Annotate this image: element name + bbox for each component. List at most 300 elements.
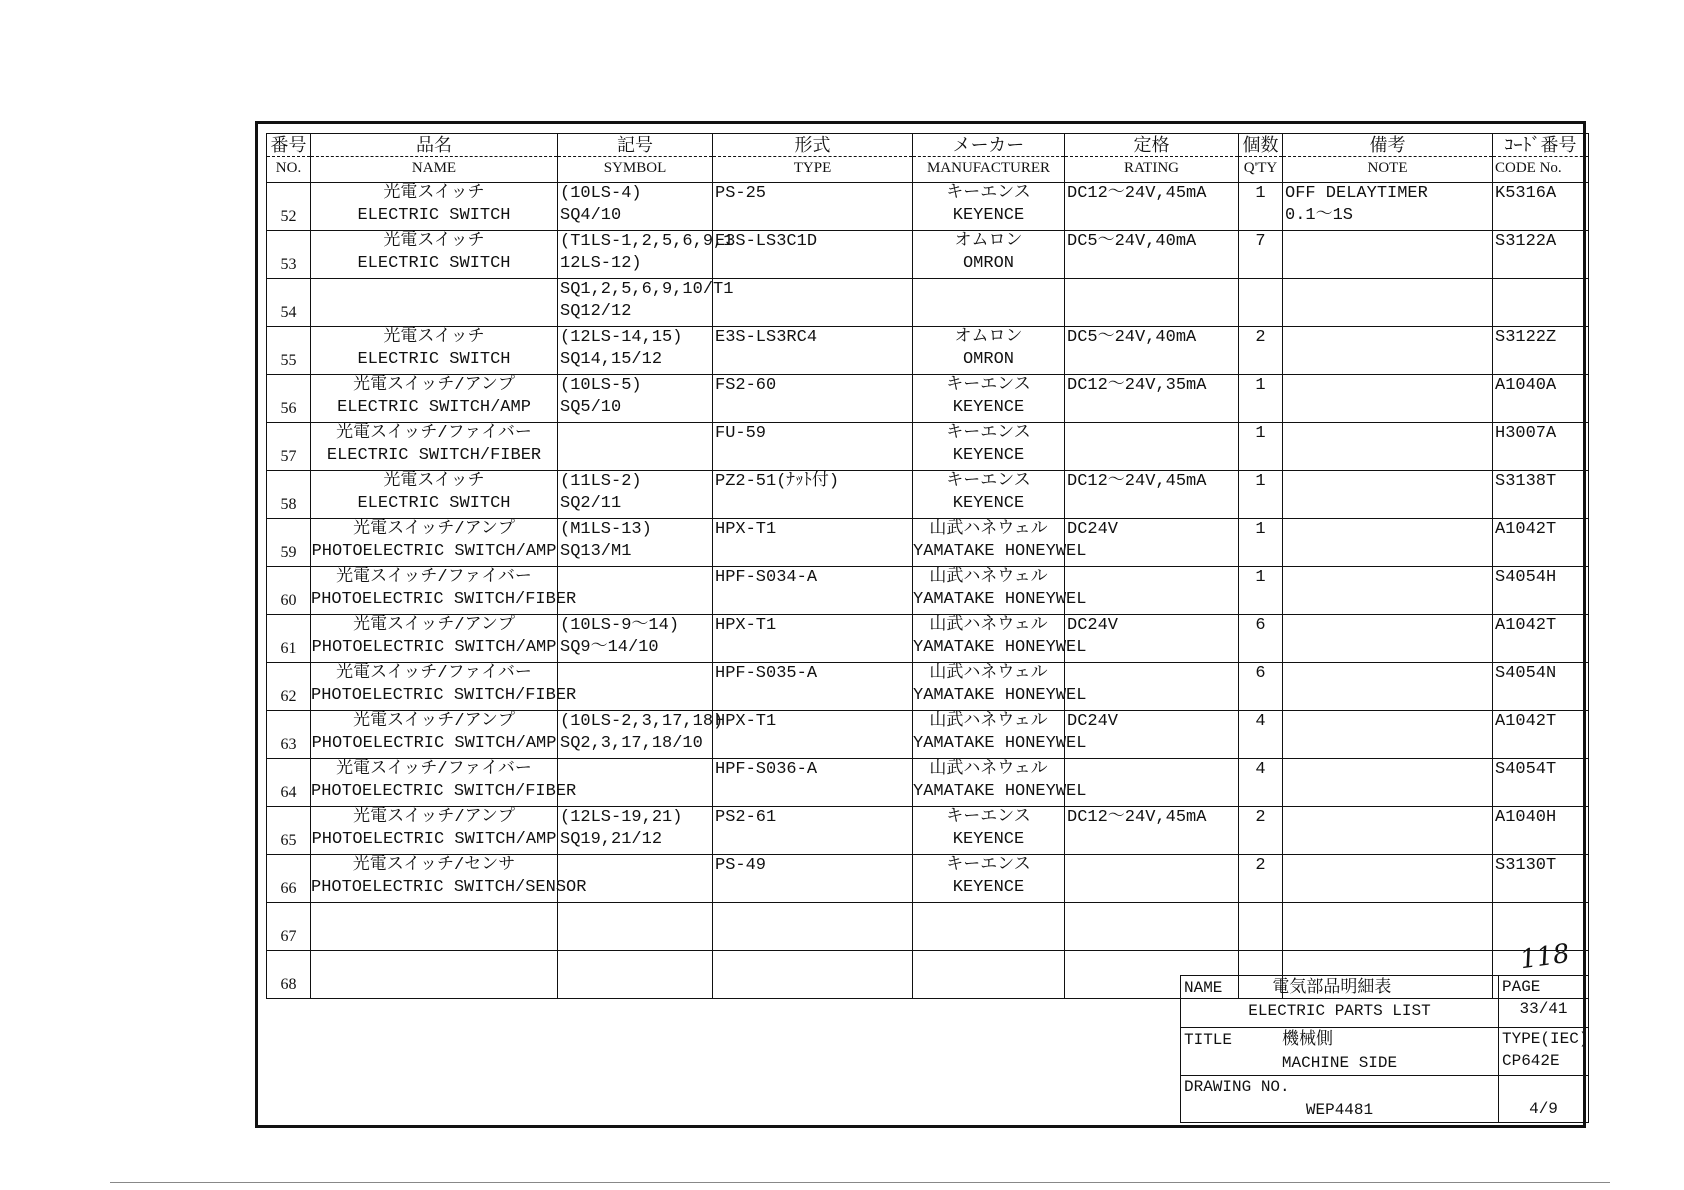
cell-name-name-en: PHOTOELECTRIC SWITCH/AMP: [311, 830, 557, 849]
cell-manufacturer-mfr-en: YAMATAKE HONEYWEL: [913, 638, 1087, 657]
title-block: [1180, 975, 1589, 1123]
cell-rating: [1065, 375, 1239, 423]
cell-qty-qty: 2: [1255, 856, 1266, 875]
cell-symbol: [558, 711, 724, 759]
cell-symbol: [558, 759, 713, 807]
cell-symbol: [558, 327, 713, 375]
cell-note: [1283, 327, 1493, 375]
cell-no-no: 67: [280, 928, 297, 945]
cell-manufacturer-mfr-en: YAMATAKE HONEYWEL: [913, 686, 1087, 705]
cell-manufacturer: [913, 327, 1065, 375]
cell-code-code: A1040A: [1495, 376, 1557, 395]
cell-symbol: [558, 519, 713, 567]
cell-symbol-sym2: SQ13/M1: [560, 542, 632, 561]
title-block-title-cell: [1181, 1028, 1499, 1076]
cell-name-name-jp: 光電スイッチ/ファイバー: [336, 664, 532, 683]
cell-symbol-sym1: (M1LS-13): [560, 520, 652, 539]
cell-manufacturer-mfr-jp: オムロン: [954, 232, 1023, 251]
cell-type-type: HPF-S035-A: [715, 664, 818, 683]
cell-name: [311, 327, 558, 375]
cell-type-type: PZ2-51(ﾅｯﾄ付): [715, 472, 840, 491]
cell-name: [311, 663, 577, 711]
cell-rating-rating: DC24V: [1067, 712, 1119, 731]
cell-no-no: 56: [280, 400, 297, 417]
table-row: [267, 807, 1589, 855]
header-type: [713, 134, 913, 183]
cell-no-no: 53: [280, 256, 297, 273]
cell-no: [267, 423, 311, 471]
header-manufacturer: [913, 134, 1065, 183]
cell-type-type: HPX-T1: [715, 712, 777, 731]
cell-no: [267, 471, 311, 519]
cell-name-name-en: ELECTRIC SWITCH: [357, 494, 511, 513]
cell-no-no: 63: [280, 736, 297, 753]
page-label: PAGE: [1502, 978, 1541, 996]
cell-rating-rating: DC12～24V,45mA: [1067, 184, 1207, 203]
title-en: MACHINE SIDE: [1281, 1054, 1398, 1072]
cell-manufacturer-mfr-en: OMRON: [962, 254, 1014, 273]
cell-qty: [1239, 183, 1283, 231]
cell-type-type: PS2-61: [715, 808, 777, 827]
cell-qty: [1239, 375, 1283, 423]
cell-note-note2: 0.1～1S: [1285, 206, 1354, 225]
cell-type: [713, 279, 913, 327]
cell-name-name-jp: 光電スイッチ/センサ: [352, 856, 516, 875]
cell-name-name-jp: 光電スイッチ/ファイバー: [336, 760, 532, 779]
cell-symbol-sym1: (10LS-5): [560, 376, 642, 395]
cell-symbol-sym2: SQ19,21/12: [560, 830, 663, 849]
cell-manufacturer: [913, 231, 1065, 279]
cell-qty-qty: 1: [1255, 568, 1266, 587]
cell-manufacturer: [913, 423, 1065, 471]
cell-type-type: PS-25: [715, 184, 767, 203]
cell-name-name-en: PHOTOELECTRIC SWITCH/SENSOR: [311, 878, 587, 897]
title-label: TITLE: [1184, 1031, 1233, 1049]
name-en: ELECTRIC PARTS LIST: [1248, 1002, 1431, 1020]
cell-symbol: [558, 951, 713, 999]
header-no-en: NO.: [275, 160, 302, 176]
parts-table: [266, 133, 1589, 999]
cell-rating-rating: DC5～24V,40mA: [1067, 232, 1197, 251]
cell-qty: [1239, 279, 1283, 327]
cell-no: [267, 567, 311, 615]
cell-note: [1283, 615, 1493, 663]
cell-qty-qty: 6: [1255, 664, 1266, 683]
cell-name-name-jp: 光電スイッチ/アンプ: [353, 520, 515, 539]
cell-type: [713, 711, 913, 759]
cell-manufacturer: [913, 183, 1065, 231]
cell-no-no: 64: [280, 784, 297, 801]
table-row: [267, 327, 1589, 375]
cell-name: [311, 807, 558, 855]
cell-manufacturer-mfr-en: OMRON: [962, 350, 1014, 369]
cell-symbol-sym1: (10LS-2,3,17,18): [560, 712, 724, 731]
cell-qty: [1239, 231, 1283, 279]
cell-qty: [1239, 327, 1283, 375]
cell-manufacturer-mfr-jp: 山武ハネウェル: [929, 712, 1048, 731]
header-code: [1493, 134, 1589, 183]
cell-manufacturer-mfr-en: YAMATAKE HONEYWEL: [913, 542, 1087, 561]
title-jp: 機械側: [1282, 1029, 1334, 1049]
cell-code-code: A1040H: [1495, 808, 1557, 827]
cell-symbol-sym2: SQ9～14/10: [560, 638, 659, 657]
cell-no-no: 62: [280, 688, 297, 705]
cell-symbol-sym2: SQ4/10: [560, 206, 622, 225]
title-block-page-cell: [1499, 976, 1589, 1028]
cell-manufacturer: [913, 903, 1065, 951]
cell-rating: [1065, 231, 1239, 279]
cell-qty-qty: 2: [1255, 808, 1266, 827]
table-row: [267, 711, 1589, 759]
cell-code: [1493, 519, 1589, 567]
cell-type-type: PS-49: [715, 856, 767, 875]
table-row: [267, 471, 1589, 519]
header-code-jp: ｺｰﾄﾞ番号: [1493, 134, 1588, 157]
cell-name-name-en: PHOTOELECTRIC SWITCH/FIBER: [311, 782, 577, 801]
cell-manufacturer-mfr-jp: キーエンス: [946, 472, 1031, 491]
header-type-jp: 形式: [713, 134, 912, 157]
cell-rating: [1065, 567, 1239, 615]
drawing-value: WEP4481: [1305, 1101, 1374, 1119]
cell-symbol-sym2: SQ2/11: [560, 494, 622, 513]
cell-code-code: A1042T: [1495, 520, 1557, 539]
cell-name-name-jp: 光電スイッチ: [383, 232, 485, 251]
cell-manufacturer: [913, 663, 1087, 711]
cell-type-type: HPX-T1: [715, 520, 777, 539]
cell-symbol-sym1: (11LS-2): [560, 472, 642, 491]
cell-type-type: HPF-S036-A: [715, 760, 818, 779]
header-name-jp: 品名: [311, 134, 557, 157]
cell-symbol-sym1: SQ1,2,5,6,9,10/T1: [560, 280, 734, 299]
cell-no: [267, 951, 311, 999]
header-note-en: NOTE: [1367, 160, 1408, 176]
cell-name-name-jp: 光電スイッチ: [383, 184, 485, 203]
cell-rating: [1065, 183, 1239, 231]
type-label: TYPE(IEC): [1502, 1030, 1589, 1048]
cell-name-name-en: ELECTRIC SWITCH: [357, 254, 511, 273]
cell-manufacturer: [913, 615, 1087, 663]
cell-qty: [1239, 471, 1283, 519]
cell-rating: [1065, 423, 1239, 471]
name-label: NAME: [1184, 979, 1223, 997]
cell-manufacturer-mfr-jp: 山武ハネウェル: [929, 568, 1048, 587]
cell-name: [311, 231, 558, 279]
cell-manufacturer-mfr-en: YAMATAKE HONEYWEL: [913, 590, 1087, 609]
cell-manufacturer: [913, 711, 1087, 759]
cell-qty: [1239, 759, 1283, 807]
cell-no: [267, 231, 311, 279]
cell-name: [311, 183, 558, 231]
cell-manufacturer: [913, 279, 1065, 327]
cell-qty: [1239, 903, 1283, 951]
cell-qty-qty: 2: [1255, 328, 1266, 347]
header-name: [311, 134, 558, 183]
cell-no: [267, 759, 311, 807]
cell-name-name-jp: 光電スイッチ/アンプ: [353, 376, 515, 395]
header-manufacturer-en: MANUFACTURER: [926, 160, 1051, 176]
cell-name: [311, 903, 558, 951]
cell-code: [1493, 855, 1589, 903]
cell-name-name-en: ELECTRIC SWITCH/FIBER: [326, 446, 542, 465]
cell-manufacturer-mfr-jp: 山武ハネウェル: [929, 664, 1048, 683]
cell-name: [311, 711, 558, 759]
cell-name: [311, 855, 587, 903]
cell-type: [713, 327, 913, 375]
cell-code: [1493, 183, 1589, 231]
table-row: [267, 615, 1589, 663]
cell-type: [713, 951, 913, 999]
cell-type-type: FS2-60: [715, 376, 777, 395]
cell-code-code: S4054T: [1495, 760, 1557, 779]
cell-manufacturer-mfr-en: KEYENCE: [952, 494, 1025, 513]
cell-code: [1493, 423, 1589, 471]
cell-manufacturer: [913, 759, 1087, 807]
cell-symbol: [558, 903, 713, 951]
title-block-name-line: [1184, 976, 1495, 999]
header-row: [267, 134, 1589, 183]
cell-symbol: [558, 423, 713, 471]
header-code-en: CODE No.: [1495, 160, 1562, 176]
cell-rating-rating: DC12～24V,45mA: [1067, 808, 1207, 827]
cell-manufacturer-mfr-jp: 山武ハネウェル: [929, 616, 1048, 635]
cell-type: [713, 615, 913, 663]
cell-manufacturer-mfr-jp: キーエンス: [946, 808, 1031, 827]
cell-code: [1493, 759, 1589, 807]
cell-name: [311, 519, 558, 567]
cell-no: [267, 855, 311, 903]
cell-manufacturer-mfr-jp: オムロン: [954, 328, 1023, 347]
cell-code-code: H3007A: [1495, 424, 1557, 443]
cell-rating-rating: DC24V: [1067, 520, 1119, 539]
scan-edge-line: [110, 1182, 1610, 1183]
table-row: [267, 903, 1589, 951]
cell-type: [713, 375, 913, 423]
cell-symbol: [558, 567, 713, 615]
cell-symbol-sym1: (12LS-19,21): [560, 808, 683, 827]
cell-manufacturer-mfr-en: KEYENCE: [952, 830, 1025, 849]
cell-rating-rating: DC12～24V,35mA: [1067, 376, 1207, 395]
cell-rating: [1065, 615, 1239, 663]
header-rating-en: RATING: [1124, 160, 1179, 176]
cell-manufacturer-mfr-en: KEYENCE: [952, 206, 1025, 225]
cell-name-name-jp: 光電スイッチ/アンプ: [353, 712, 515, 731]
header-name-en: NAME: [411, 160, 457, 176]
cell-note: [1283, 711, 1493, 759]
header-no: [267, 134, 311, 183]
cell-manufacturer-mfr-en: YAMATAKE HONEYWEL: [913, 782, 1087, 801]
cell-rating: [1065, 759, 1239, 807]
cell-code: [1493, 615, 1589, 663]
cell-type-type: FU-59: [715, 424, 767, 443]
table-row: [267, 183, 1589, 231]
table-row: [267, 855, 1589, 903]
cell-code: [1493, 231, 1589, 279]
page-value: 33/41: [1519, 1000, 1568, 1018]
cell-symbol: [558, 183, 713, 231]
cell-no-no: 52: [280, 208, 297, 225]
cell-name-name-en: ELECTRIC SWITCH: [357, 350, 511, 369]
cell-no-no: 65: [280, 832, 297, 849]
cell-code-code: A1042T: [1495, 616, 1557, 635]
cell-manufacturer-mfr-jp: キーエンス: [946, 184, 1031, 203]
cell-name-name-jp: 光電スイッチ/アンプ: [353, 616, 515, 635]
cell-manufacturer: [913, 471, 1065, 519]
cell-type-type: E3S-LS3RC4: [715, 328, 818, 347]
cell-qty-qty: 4: [1255, 760, 1266, 779]
cell-no-no: 58: [280, 496, 297, 513]
cell-code-code: A1042T: [1495, 712, 1557, 731]
cell-type: [713, 183, 913, 231]
cell-no-no: 55: [280, 352, 297, 369]
cell-manufacturer-mfr-en: KEYENCE: [952, 878, 1025, 897]
cell-manufacturer: [913, 519, 1087, 567]
cell-symbol: [558, 615, 713, 663]
cell-manufacturer-mfr-en: KEYENCE: [952, 446, 1025, 465]
cell-code-code: S3122Z: [1495, 328, 1557, 347]
type-value: CP642E: [1502, 1052, 1560, 1070]
cell-symbol: [558, 663, 713, 711]
cell-type: [713, 231, 913, 279]
cell-code-code: S4054H: [1495, 568, 1557, 587]
cell-name-name-jp: 光電スイッチ: [383, 328, 485, 347]
cell-manufacturer-mfr-jp: キーエンス: [946, 376, 1031, 395]
cell-no: [267, 279, 311, 327]
header-note-jp: 備考: [1283, 134, 1492, 157]
cell-symbol: [558, 471, 713, 519]
drawing-label: DRAWING NO.: [1184, 1078, 1290, 1096]
header-qty: [1239, 134, 1283, 183]
cell-no: [267, 327, 311, 375]
cell-name-name-en: PHOTOELECTRIC SWITCH/AMP: [311, 734, 557, 753]
cell-qty: [1239, 519, 1283, 567]
cell-type-type: HPX-T1: [715, 616, 777, 635]
handwritten-page-note: 118: [1518, 938, 1572, 976]
cell-symbol-sym1: (T1LS-1,2,5,6,9,1: [560, 232, 734, 251]
cell-note: [1283, 855, 1493, 903]
header-note: [1283, 134, 1493, 183]
cell-symbol: [558, 279, 734, 327]
title-block-sheet-cell: [1499, 1076, 1589, 1123]
cell-no-no: 66: [280, 880, 297, 897]
title-block-type-cell: [1499, 1028, 1589, 1076]
cell-note: [1283, 471, 1493, 519]
cell-symbol: [558, 375, 713, 423]
table-row: [267, 759, 1589, 807]
table-row: [267, 231, 1589, 279]
cell-code: [1493, 279, 1589, 327]
table-row: [267, 279, 1589, 327]
cell-symbol-sym2: 12LS-12): [560, 254, 642, 273]
cell-rating: [1065, 855, 1239, 903]
cell-qty: [1239, 663, 1283, 711]
cell-type: [713, 423, 913, 471]
cell-manufacturer-mfr-jp: キーエンス: [946, 856, 1031, 875]
cell-no: [267, 711, 311, 759]
cell-qty-qty: 1: [1255, 472, 1266, 491]
cell-type: [713, 471, 913, 519]
cell-symbol-sym1: (12LS-14,15): [560, 328, 683, 347]
cell-code-code: K5316A: [1495, 184, 1557, 203]
table-row: [267, 375, 1589, 423]
cell-name-name-jp: 光電スイッチ/アンプ: [353, 808, 515, 827]
cell-qty: [1239, 807, 1283, 855]
cell-name: [311, 375, 558, 423]
cell-symbol-sym2: SQ12/12: [560, 302, 632, 321]
cell-symbol: [558, 231, 734, 279]
cell-no: [267, 615, 311, 663]
cell-no: [267, 519, 311, 567]
cell-no-no: 61: [280, 640, 297, 657]
cell-code: [1493, 807, 1589, 855]
cell-name-name-en: ELECTRIC SWITCH: [357, 206, 511, 225]
cell-note: [1283, 519, 1493, 567]
cell-no-no: 68: [280, 976, 297, 993]
cell-rating-rating: DC12～24V,45mA: [1067, 472, 1207, 491]
cell-name: [311, 951, 558, 999]
cell-symbol-sym1: (10LS-9～14): [560, 616, 680, 635]
cell-manufacturer: [913, 855, 1065, 903]
table-row: [267, 423, 1589, 471]
cell-type-type: E3S-LS3C1D: [715, 232, 818, 251]
cell-note: [1283, 759, 1493, 807]
cell-name: [311, 615, 558, 663]
cell-no: [267, 663, 311, 711]
cell-qty-qty: 1: [1255, 376, 1266, 395]
cell-qty-qty: 4: [1255, 712, 1266, 731]
cell-qty-qty: 7: [1255, 232, 1266, 251]
header-symbol-jp: 記号: [558, 134, 712, 157]
cell-no-no: 57: [280, 448, 297, 465]
cell-no: [267, 903, 311, 951]
cell-manufacturer: [913, 807, 1065, 855]
cell-name-name-en: PHOTOELECTRIC SWITCH/FIBER: [311, 590, 577, 609]
cell-manufacturer-mfr-en: YAMATAKE HONEYWEL: [913, 734, 1087, 753]
header-rating-jp: 定格: [1065, 134, 1238, 157]
cell-name: [311, 279, 558, 327]
cell-code: [1493, 375, 1589, 423]
cell-symbol-sym1: (10LS-4): [560, 184, 642, 203]
cell-note: [1283, 807, 1493, 855]
cell-rating: [1065, 279, 1239, 327]
cell-rating: [1065, 663, 1239, 711]
header-symbol: [558, 134, 713, 183]
cell-no-no: 60: [280, 592, 297, 609]
cell-manufacturer: [913, 375, 1065, 423]
cell-type: [713, 759, 913, 807]
cell-symbol: [558, 807, 713, 855]
cell-note-note1: OFF DELAYTIMER: [1285, 184, 1428, 203]
table-row: [267, 519, 1589, 567]
cell-code-code: S3130T: [1495, 856, 1557, 875]
cell-manufacturer-mfr-jp: キーエンス: [946, 424, 1031, 443]
cell-name: [311, 471, 558, 519]
cell-rating: [1065, 807, 1239, 855]
cell-name-name-en: PHOTOELECTRIC SWITCH/AMP: [311, 638, 557, 657]
cell-rating-rating: DC24V: [1067, 616, 1119, 635]
cell-note: [1283, 663, 1493, 711]
cell-qty-qty: 1: [1255, 184, 1266, 203]
cell-qty: [1239, 711, 1283, 759]
cell-rating: [1065, 519, 1239, 567]
cell-name-name-jp: 光電スイッチ/ファイバー: [336, 568, 532, 587]
header-rating: [1065, 134, 1239, 183]
cell-code-code: S3138T: [1495, 472, 1557, 491]
cell-code: [1493, 567, 1589, 615]
cell-rating: [1065, 711, 1239, 759]
sheet-value: 4/9: [1529, 1100, 1558, 1118]
cell-qty-qty: 1: [1255, 520, 1266, 539]
cell-rating: [1065, 327, 1239, 375]
